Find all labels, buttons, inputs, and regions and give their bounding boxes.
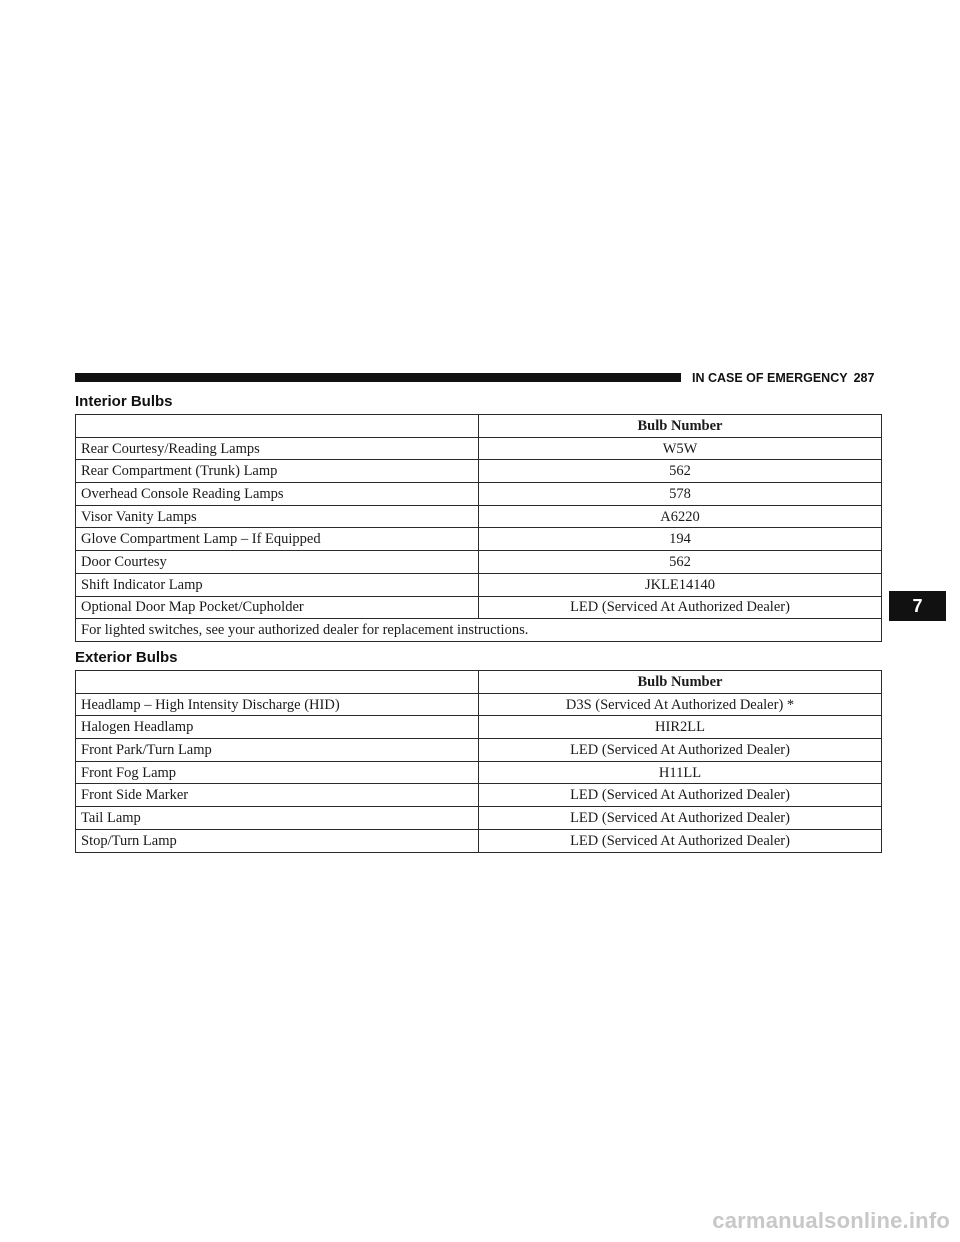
header-rule — [75, 373, 681, 382]
exterior-bulbs-table — [75, 670, 882, 853]
lamp-name: Overhead Console Reading Lamps — [76, 483, 479, 506]
table-row — [76, 784, 882, 807]
table-row — [76, 716, 882, 739]
lamp-name: Glove Compartment Lamp – If Equipped — [76, 528, 479, 551]
chapter-tab: 7 — [889, 591, 946, 621]
lamp-name: Optional Door Map Pocket/Cupholder — [76, 596, 479, 619]
table-row — [76, 761, 882, 784]
item-column-header — [76, 671, 479, 694]
running-head — [692, 370, 882, 386]
bulb-number: JKLE14140 — [479, 573, 882, 596]
table-row — [76, 437, 882, 460]
table-row — [76, 551, 882, 574]
bulb-number: 578 — [479, 483, 882, 506]
bulb-number: LED (Serviced At Authorized Dealer) — [479, 784, 882, 807]
lamp-name: Shift Indicator Lamp — [76, 573, 479, 596]
page-number: 287 — [853, 371, 875, 385]
lamp-name: Front Park/Turn Lamp — [76, 739, 479, 762]
lamp-name: Front Side Marker — [76, 784, 479, 807]
table-row — [76, 483, 882, 506]
table-note: For lighted switches, see your authorized dealer for replacement instructions. — [76, 619, 882, 642]
bulb-number: D3S (Serviced At Authorized Dealer) * — [479, 693, 882, 716]
interior-bulbs-heading: Interior Bulbs — [75, 393, 173, 410]
bulb-number: LED (Serviced At Authorized Dealer) — [479, 807, 882, 830]
bulb-number: LED (Serviced At Authorized Dealer) — [479, 739, 882, 762]
bulb-number: 562 — [479, 551, 882, 574]
lamp-name: Tail Lamp — [76, 807, 479, 830]
table-note-row — [76, 619, 882, 642]
bulb-number: 194 — [479, 528, 882, 551]
table-row — [76, 829, 882, 852]
lamp-name: Visor Vanity Lamps — [76, 505, 479, 528]
lamp-name: Rear Compartment (Trunk) Lamp — [76, 460, 479, 483]
running-head-section: IN CASE OF EMERGENCY — [692, 371, 848, 385]
table-row — [76, 693, 882, 716]
bulb-number-column-header: Bulb Number — [479, 415, 882, 438]
bulb-number-column-header: Bulb Number — [479, 671, 882, 694]
watermark: carmanualsonline.info — [712, 1208, 950, 1233]
bulb-number: HIR2LL — [479, 716, 882, 739]
lamp-name: Headlamp – High Intensity Discharge (HID) — [76, 693, 479, 716]
bulb-number: LED (Serviced At Authorized Dealer) — [479, 596, 882, 619]
bulb-number: 562 — [479, 460, 882, 483]
table-row — [76, 739, 882, 762]
table-row — [76, 573, 882, 596]
table-row — [76, 596, 882, 619]
lamp-name: Front Fog Lamp — [76, 761, 479, 784]
exterior-bulbs-heading: Exterior Bulbs — [75, 649, 178, 666]
bulb-number: LED (Serviced At Authorized Dealer) — [479, 829, 882, 852]
lamp-name: Stop/Turn Lamp — [76, 829, 479, 852]
item-column-header — [76, 415, 479, 438]
interior-bulbs-table — [75, 414, 882, 642]
bulb-number: W5W — [479, 437, 882, 460]
table-row — [76, 505, 882, 528]
lamp-name: Door Courtesy — [76, 551, 479, 574]
lamp-name: Rear Courtesy/Reading Lamps — [76, 437, 479, 460]
table-header-row — [76, 415, 882, 438]
table-row — [76, 807, 882, 830]
table-header-row — [76, 671, 882, 694]
lamp-name: Halogen Headlamp — [76, 716, 479, 739]
bulb-number: A6220 — [479, 505, 882, 528]
bulb-number: H11LL — [479, 761, 882, 784]
table-row — [76, 460, 882, 483]
table-row — [76, 528, 882, 551]
